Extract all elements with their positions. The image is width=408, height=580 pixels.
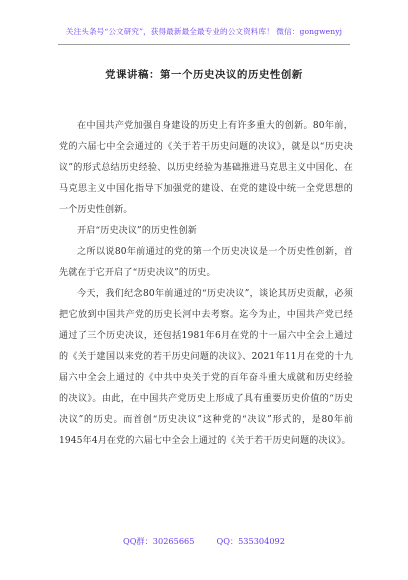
footer-qq-group: QQ群：30265665 — [123, 536, 195, 546]
paragraph-2: 之所以说80年前通过的党的第一个历史决议是一个历史性创新，首先就在于它开启了“历史决议”的历史。 — [59, 247, 353, 278]
document-body — [59, 116, 353, 452]
header-divider — [58, 44, 350, 45]
footer-qq: QQ：535304092 — [216, 536, 285, 546]
paragraph-intro: 在中国共产党加强自身建设的历史上有许多重大的创新。80年前，党的六届七中全会通过的《关于若干历史问题的决议》，就是以“历史决议”的形式总结历史经验、以历史经验为基础推进马克思主义中国化、在马克思主义中国化指导下加强党的建设、在党的建设中统一全党思想的一个历史性创新。 — [59, 121, 353, 215]
document-title: 党课讲稿：第一个历史决议的历史性创新 — [105, 69, 303, 81]
header-banner: 关注头条号“公文研究”，获得最新最全最专业的公文资料库！ 微信：gongwenyj — [65, 27, 343, 36]
section-heading: 开启“历史决议”的历史性创新 — [77, 226, 198, 236]
footer-contact — [0, 536, 408, 547]
paragraph-3: 今天，我们纪念80年前通过的“历史决议”，谈论其历史贡献，必须把它放到中国共产党的历史长河中去考察。迄今为止，中国共产党已经通过了三个历史决议，还包括1981年6月在党的十一届六中全会上通过的《关于建国以来党的若干历史问题的决议》、2021年11月在党的十九届六中全会上通过的《中共中央关于党的百年奋斗重大成就和历史经验的决议》。由此，在中国共产党历史上形成了具有重要历史价值的“历史决议”的历史。而首创“历史决议”这种党的“决议”形式的，是80年前1945年4月在党的六届七中全会上通过的《关于若干历史问题的决议》。 — [59, 289, 353, 446]
